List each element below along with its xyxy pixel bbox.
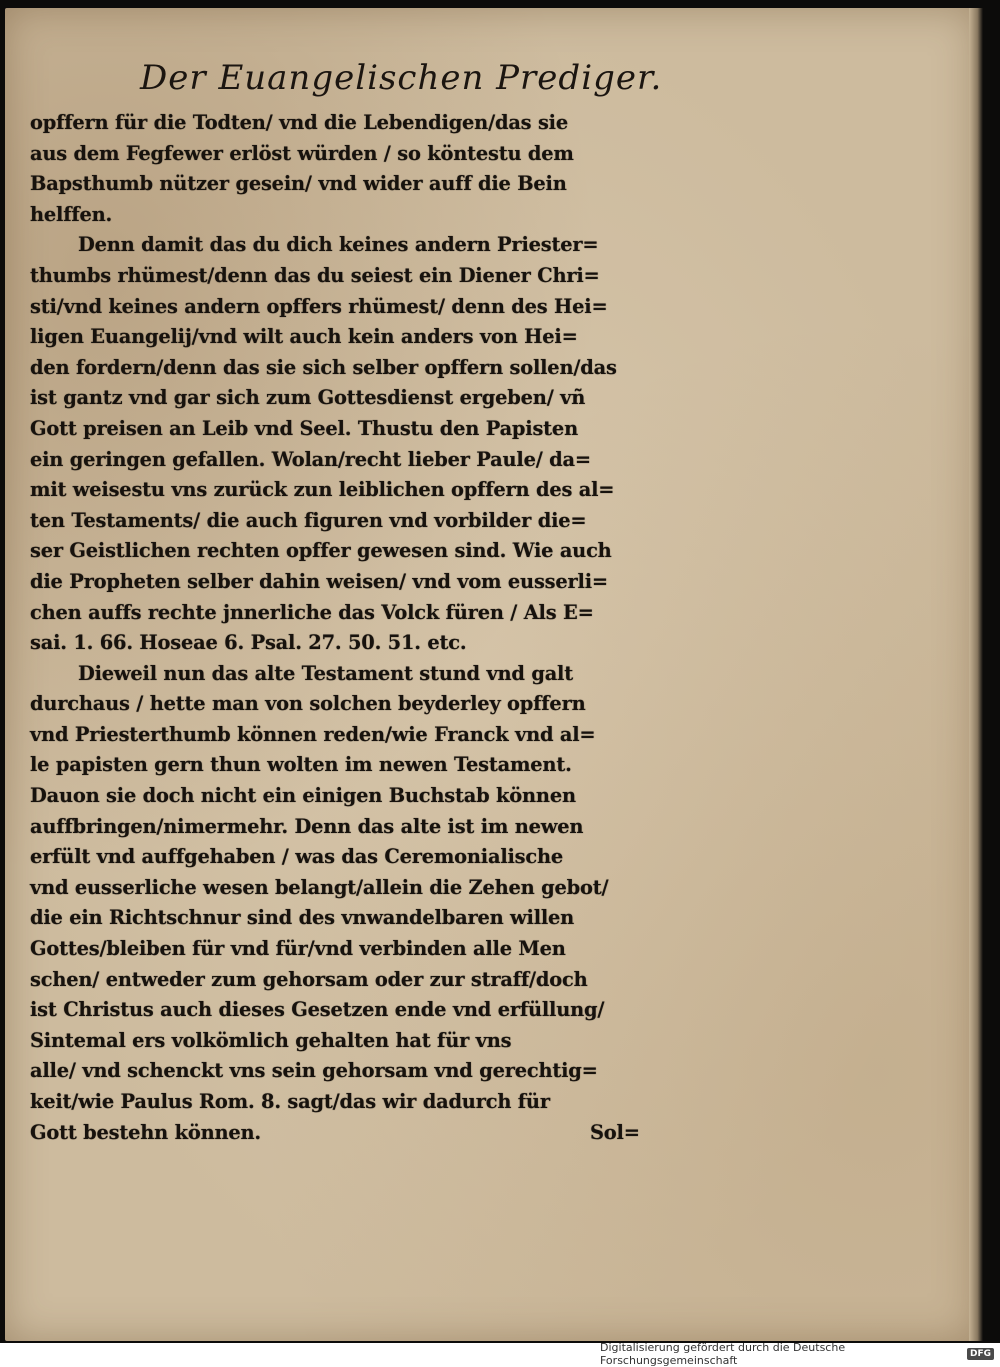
- text-line: Gottes/bleiben für vnd für/vnd verbinden alle Men: [30, 937, 566, 961]
- text-line: den fordern/denn das sie sich selber opffern sollen/das: [30, 355, 617, 379]
- text-line: Sintemal ers volkömlich gehalten hat für vns: [30, 1028, 512, 1052]
- text-line: alle/ vnd schenckt vns sein gehorsam vnd gerechtig=: [30, 1059, 598, 1083]
- text-line: ligen Euangelij/vnd wilt auch kein anders von Hei=: [30, 325, 578, 349]
- text-line: le papisten gern thun wolten im newen Testament.: [30, 753, 572, 777]
- text-line: Dieweil nun das alte Testament stund vnd galt: [78, 661, 573, 685]
- text-line: sai. 1. 66. Hoseae 6. Psal. 27. 50. 51. etc.: [30, 631, 467, 655]
- text-line: vnd eusserliche wesen belangt/allein die Zehen gebot/: [30, 875, 609, 899]
- text-line: Dauon sie doch nicht ein einigen Buchstab können: [30, 784, 576, 808]
- text-line: die ein Richtschnur sind des vnwandelbaren willen: [30, 906, 575, 930]
- text-line-last: [30, 1118, 670, 1149]
- text-line: die Propheten selber dahin weisen/ vnd vom eusserli=: [30, 569, 608, 593]
- text-line: durchaus / hette man von solchen beyderley opffern: [30, 692, 586, 716]
- text-line: mit weisestu vns zurück zun leiblichen opffern des al=: [30, 478, 615, 502]
- text-line: schen/ entweder zum gehorsam oder zur straff/doch: [30, 967, 588, 991]
- text-line: ist Christus auch dieses Gesetzen ende vnd erfüllung/: [30, 998, 605, 1022]
- page-edge: [969, 8, 983, 1341]
- text-line: Denn damit das du dich keines andern Priester=: [78, 233, 599, 257]
- catchword: Sol=: [590, 1120, 640, 1144]
- body-text: [30, 108, 670, 1148]
- text-line: thumbs rhümest/denn das du seiest ein Diener Chri=: [30, 263, 600, 287]
- text-line: aus dem Fegfewer erlöst würden / so köntestu dem: [30, 141, 574, 165]
- digitization-footer: [600, 1341, 1000, 1367]
- text-line: keit/wie Paulus Rom. 8. sagt/das wir dadurch für: [30, 1090, 550, 1113]
- text-line: Bapsthumb nützer gesein/ vnd wider auff die Bein: [30, 172, 567, 196]
- document-page: [5, 8, 975, 1341]
- text-line: chen auffs rechte jnnerliche das Volck füren / Als E=: [30, 600, 594, 624]
- text-line: erfült vnd auffgehaben / was das Ceremonialische: [30, 845, 564, 869]
- text-line: ein geringen gefallen. Wolan/recht lieber Paule/ da=: [30, 447, 591, 471]
- text-line: auffbringen/nimermehr. Denn das alte ist im newen: [30, 814, 584, 838]
- text-line: sti/vnd keines andern opffers rhümest/ denn des Hei=: [30, 294, 608, 318]
- dfg-logo: DFG: [967, 1348, 994, 1360]
- text-line: vnd Priesterthumb können reden/wie Franck vnd al=: [30, 722, 596, 746]
- text-line: ser Geistlichen rechten opffer gewesen sind. Wie auch: [30, 539, 612, 563]
- last-line-text: Gott bestehn können.: [30, 1120, 261, 1144]
- running-head: Der Euangelischen Prediger.: [140, 58, 663, 98]
- text-line: helffen.: [30, 202, 113, 226]
- footer-credit: Digitalisierung gefördert durch die Deutsche Forschungsgemeinschaft: [600, 1341, 846, 1367]
- text-line: ten Testaments/ die auch figuren vnd vorbilder die=: [30, 508, 587, 532]
- text-line: opffern für die Todten/ vnd die Lebendigen/das sie: [30, 111, 568, 134]
- text-line: Gott preisen an Leib vnd Seel. Thustu den Papisten: [30, 416, 578, 440]
- text-line: ist gantz vnd gar sich zum Gottesdienst ergeben/ vñ: [30, 386, 586, 410]
